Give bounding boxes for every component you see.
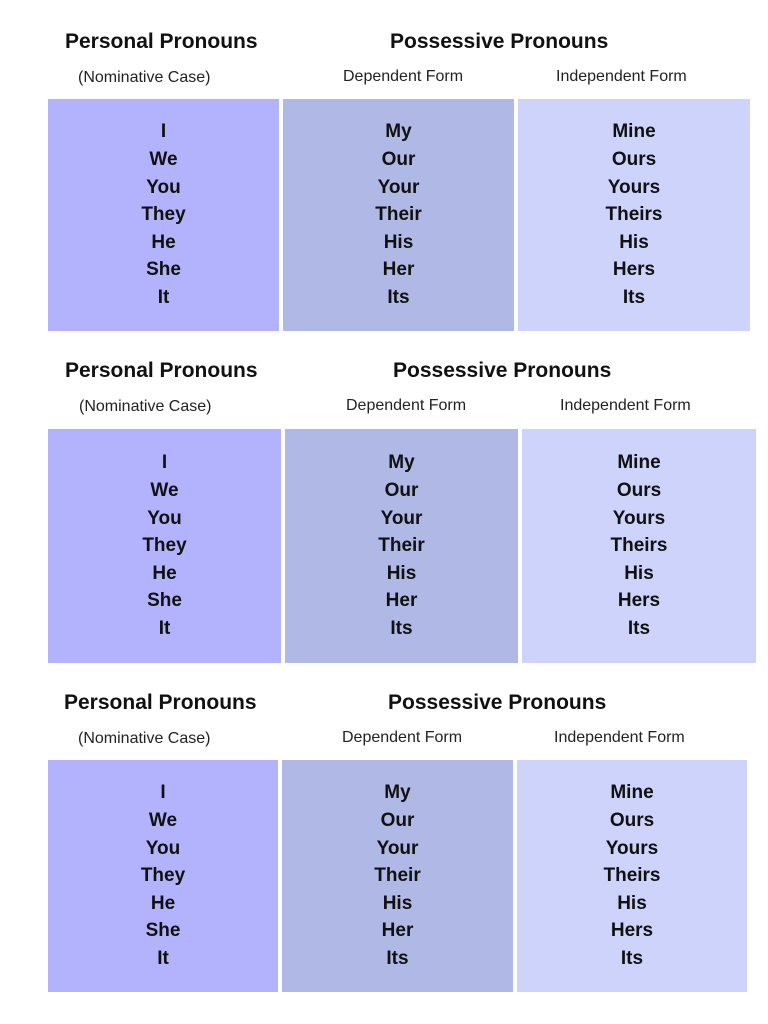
pronoun-item: Ours	[611, 149, 657, 171]
pronoun-item: Her	[381, 920, 414, 942]
pronoun-item: She	[146, 259, 181, 281]
pronoun-item: He	[152, 562, 177, 584]
nominative-case-label: (Nominative Case)	[79, 398, 212, 415]
pronoun-item: It	[157, 286, 170, 308]
pronoun-item: Its	[387, 286, 410, 308]
pronoun-item: Your	[380, 507, 423, 529]
pronoun-item: Your	[376, 837, 419, 859]
pronoun-item: It	[158, 617, 171, 639]
pronoun-item: Hers	[612, 259, 656, 281]
pronoun-item: Mine	[612, 121, 656, 143]
pronoun-item: Ours	[616, 480, 662, 502]
pronoun-item: His	[617, 892, 647, 914]
pronoun-item: Their	[378, 535, 425, 557]
pronoun-item: Our	[381, 149, 416, 171]
independent-form-label: Independent Form	[560, 397, 691, 414]
dependent-form-label: Dependent Form	[342, 729, 463, 746]
dependent-form-column	[283, 99, 514, 331]
pronoun-item: Hers	[610, 920, 654, 942]
personal-pronoun-column	[48, 760, 278, 992]
independent-form-column	[522, 429, 756, 663]
pronoun-item: We	[148, 810, 178, 832]
pronoun-item: Its	[622, 286, 646, 308]
pronoun-item: Their	[375, 204, 422, 226]
personal-pronouns-heading: Personal Pronouns	[65, 359, 258, 382]
pronoun-item: Mine	[617, 452, 661, 474]
pronoun-item: She	[145, 920, 181, 942]
pronoun-item: You	[147, 507, 182, 529]
pronoun-item: Yours	[605, 837, 659, 859]
pronoun-item: Mine	[610, 782, 654, 804]
independent-form-column	[517, 760, 747, 992]
pronoun-item: I	[160, 782, 166, 804]
personal-pronouns-heading: Personal Pronouns	[65, 30, 258, 53]
pronoun-item: Hers	[617, 590, 661, 612]
independent-form-label: Independent Form	[554, 729, 685, 746]
pronoun-item: We	[150, 480, 179, 502]
independent-form-column	[518, 99, 750, 331]
personal-pronouns-heading: Personal Pronouns	[64, 691, 257, 714]
pronoun-item: His	[624, 562, 654, 584]
personal-pronoun-column	[48, 99, 279, 331]
pronoun-item: My	[384, 782, 411, 804]
pronoun-item: Its	[620, 947, 644, 969]
pronoun-item: You	[145, 837, 181, 859]
pronoun-item: Our	[384, 480, 419, 502]
pronoun-item: Your	[377, 176, 420, 198]
pronoun-item: Its	[386, 947, 409, 969]
dependent-form-column	[282, 760, 513, 992]
possessive-pronouns-heading: Possessive Pronouns	[388, 691, 607, 714]
pronoun-item: I	[161, 452, 168, 474]
pronoun-item: Theirs	[603, 865, 661, 887]
pronoun-item: His	[386, 562, 417, 584]
pronoun-item: It	[157, 947, 169, 969]
pronoun-item: Yours	[607, 176, 661, 198]
pronoun-item: She	[147, 590, 182, 612]
possessive-pronouns-heading: Possessive Pronouns	[393, 359, 612, 382]
independent-form-label: Independent Form	[556, 68, 687, 85]
dependent-form-label: Dependent Form	[343, 68, 464, 85]
pronoun-item: Theirs	[605, 204, 663, 226]
personal-pronoun-column	[48, 429, 281, 663]
pronoun-item: They	[141, 204, 186, 226]
pronoun-item: They	[140, 865, 186, 887]
pronoun-item: They	[142, 535, 187, 557]
pronoun-item: My	[388, 452, 415, 474]
pronoun-item: He	[151, 231, 176, 253]
pronoun-item: I	[160, 121, 167, 143]
nominative-case-label: (Nominative Case)	[78, 69, 211, 86]
possessive-pronouns-heading: Possessive Pronouns	[390, 30, 609, 53]
pronoun-item: His	[383, 231, 414, 253]
pronoun-item: Yours	[612, 507, 666, 529]
pronoun-item: You	[146, 176, 181, 198]
pronoun-item: We	[149, 149, 178, 171]
pronoun-item: My	[385, 121, 412, 143]
pronoun-item: Theirs	[610, 535, 668, 557]
pronoun-item: His	[619, 231, 649, 253]
pronoun-item: He	[150, 892, 176, 914]
pronoun-item: Its	[627, 617, 651, 639]
dependent-form-label: Dependent Form	[346, 397, 467, 414]
pronoun-item: Her	[382, 259, 415, 281]
pronoun-item: Our	[380, 810, 415, 832]
dependent-form-column	[285, 429, 518, 663]
pronoun-item: Their	[374, 865, 421, 887]
pronoun-item: His	[382, 892, 413, 914]
nominative-case-label: (Nominative Case)	[78, 730, 211, 747]
pronoun-item: Her	[385, 590, 418, 612]
pronoun-item: Its	[390, 617, 413, 639]
pronoun-item: Ours	[609, 810, 655, 832]
